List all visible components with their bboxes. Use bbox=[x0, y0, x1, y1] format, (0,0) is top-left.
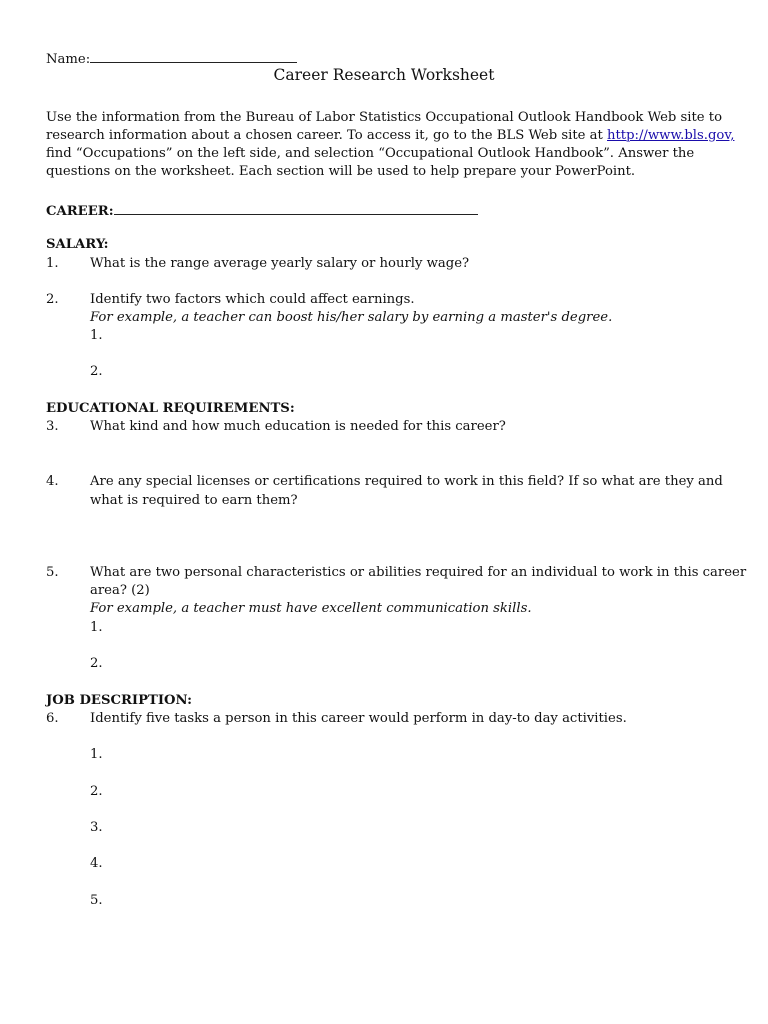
intro-line-2 bbox=[46, 129, 734, 142]
page-title: Career Research Worksheet bbox=[273, 66, 495, 84]
bls-link[interactable]: http://www.bls.gov, bbox=[607, 128, 735, 143]
q2-number: 2. bbox=[46, 292, 59, 307]
intro-line-3: find “Occupations” on the left side, and selection “Occupational Outlook Handbook”. Answer the bbox=[46, 146, 695, 161]
q6-answer-3: 3. bbox=[90, 820, 103, 835]
career-label: CAREER: bbox=[46, 204, 114, 219]
q4-text-line-1: Are any special licenses or certifications required to work in this field? If so what are they and bbox=[90, 474, 723, 489]
q4-text-line-2: what is required to earn them? bbox=[90, 493, 298, 508]
job-heading: JOB DESCRIPTION: bbox=[46, 693, 192, 708]
q6-text: Identify five tasks a person in this career would perform in day-to day activities. bbox=[90, 711, 627, 726]
intro-line-1: Use the information from the Bureau of Labor Statistics Occupational Outlook Handbook Web site to bbox=[46, 110, 723, 125]
q2-answer-1: 1. bbox=[90, 328, 103, 343]
q6-answer-4: 4. bbox=[90, 856, 103, 871]
q1-text: What is the range average yearly salary or hourly wage? bbox=[90, 256, 470, 271]
q2-example: For example, a teacher can boost his/her salary by earning a master's degree. bbox=[90, 310, 613, 325]
q2-text: Identify two factors which could affect earnings. bbox=[90, 292, 415, 307]
intro-line-2-text: research information about a chosen career. To access it, go to the BLS Web site at bbox=[46, 128, 608, 143]
q5-answer-1: 1. bbox=[90, 620, 103, 635]
q5-number: 5. bbox=[46, 565, 59, 580]
q6-answer-1: 1. bbox=[90, 747, 103, 762]
q6-number: 6. bbox=[46, 711, 59, 726]
career-blank-line[interactable] bbox=[114, 202, 478, 215]
career-field bbox=[46, 202, 478, 218]
name-label: Name: bbox=[46, 52, 91, 67]
q5-text-line-1: What are two personal characteristics or abilities required for an individual to work in this career bbox=[90, 565, 747, 580]
salary-heading: SALARY: bbox=[46, 237, 109, 252]
q5-answer-2: 2. bbox=[90, 656, 103, 671]
q4-number: 4. bbox=[46, 474, 59, 489]
q2-answer-2: 2. bbox=[90, 364, 103, 379]
q6-answer-2: 2. bbox=[90, 784, 103, 799]
q6-answer-5: 5. bbox=[90, 893, 103, 908]
name-blank-line[interactable] bbox=[90, 50, 297, 63]
education-heading: EDUCATIONAL REQUIREMENTS: bbox=[46, 401, 295, 416]
q5-example: For example, a teacher must have excellent communication skills. bbox=[90, 601, 532, 616]
q1-number: 1. bbox=[46, 256, 59, 271]
q5-text-line-2: area? (2) bbox=[90, 583, 150, 598]
q3-number: 3. bbox=[46, 419, 59, 434]
name-field bbox=[46, 50, 297, 66]
q3-text: What kind and how much education is needed for this career? bbox=[90, 419, 506, 434]
intro-line-4: questions on the worksheet. Each section will be used to help prepare your PowerPoint. bbox=[46, 164, 636, 179]
